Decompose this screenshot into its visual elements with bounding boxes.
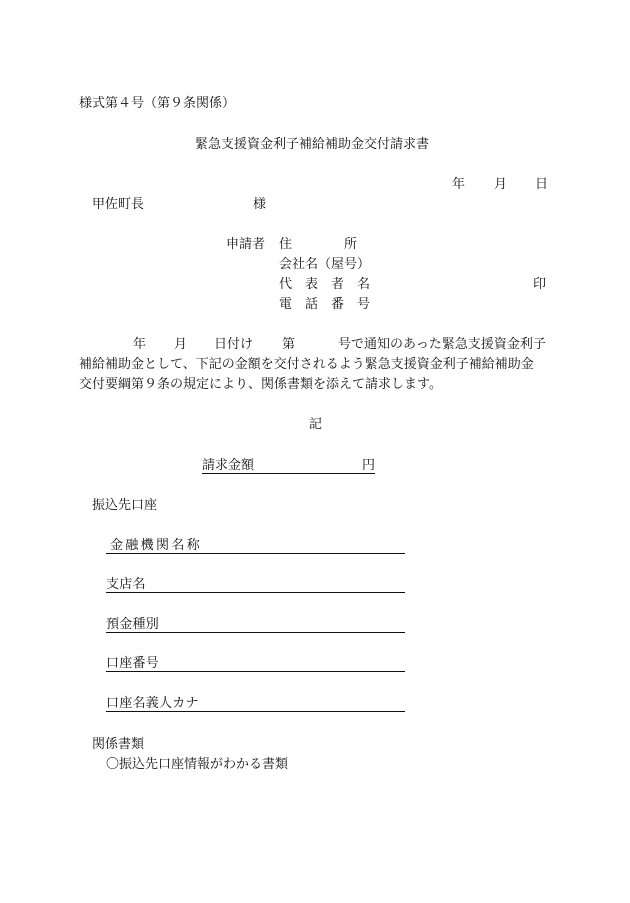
company-label: 会社名（屋号） — [279, 257, 371, 272]
form-number: 様式第４号（第９条関係） — [79, 96, 236, 111]
branch-name-line[interactable] — [106, 592, 405, 593]
account-holder-label: 口座名義人カナ — [106, 696, 199, 711]
branch-name-label: 支店名 — [106, 577, 146, 592]
body-no: 第 — [282, 337, 296, 352]
account-number-label: 口座番号 — [106, 656, 160, 671]
seal-mark: 印 — [533, 277, 547, 292]
document-title: 緊急支援資金利子補給補助金交付請求書 — [195, 137, 430, 152]
docs-heading: 関係書類 — [92, 737, 145, 752]
transfer-heading: 振込先口座 — [92, 498, 158, 513]
addressee-name: 甲佐町長 — [92, 197, 145, 212]
request-amount-label: 請求金額 — [202, 458, 255, 473]
account-holder-line[interactable] — [106, 711, 405, 712]
ki-marker: 記 — [309, 417, 323, 432]
body-line1-rest: 号で通知のあった緊急支援資金利子 — [338, 337, 546, 352]
deposit-type-line[interactable] — [106, 632, 405, 633]
bank-name-line[interactable] — [106, 553, 405, 554]
date-month: 月 — [494, 177, 508, 192]
body-year: 年 — [133, 337, 147, 352]
body-month: 月 — [174, 337, 188, 352]
date-year: 年 — [452, 177, 466, 192]
body-line2: 補給補助金として、下記の金額を交付されるよう緊急支援資金利子補給補助金 — [79, 357, 534, 372]
body-line3: 交付要綱第９条の規定により、関係書類を添えて請求します。 — [79, 377, 442, 392]
bank-name-label: 金融機関名称 — [110, 538, 203, 553]
request-amount-unit: 円 — [362, 458, 376, 473]
applicant-label: 申請者 — [226, 237, 266, 252]
date-day: 日 — [535, 177, 549, 192]
account-number-line[interactable] — [106, 671, 405, 672]
representative-label: 代 表 者 名 — [279, 277, 371, 292]
body-day: 日付け — [214, 337, 254, 352]
docs-item: 〇振込先口座情報がわかる書類 — [106, 757, 289, 772]
phone-label: 電 話 番 号 — [279, 297, 371, 312]
address-label: 住 所 — [279, 237, 358, 252]
deposit-type-label: 預金種別 — [106, 617, 160, 632]
addressee-honorific: 様 — [253, 197, 267, 212]
request-amount-underline — [202, 473, 375, 474]
